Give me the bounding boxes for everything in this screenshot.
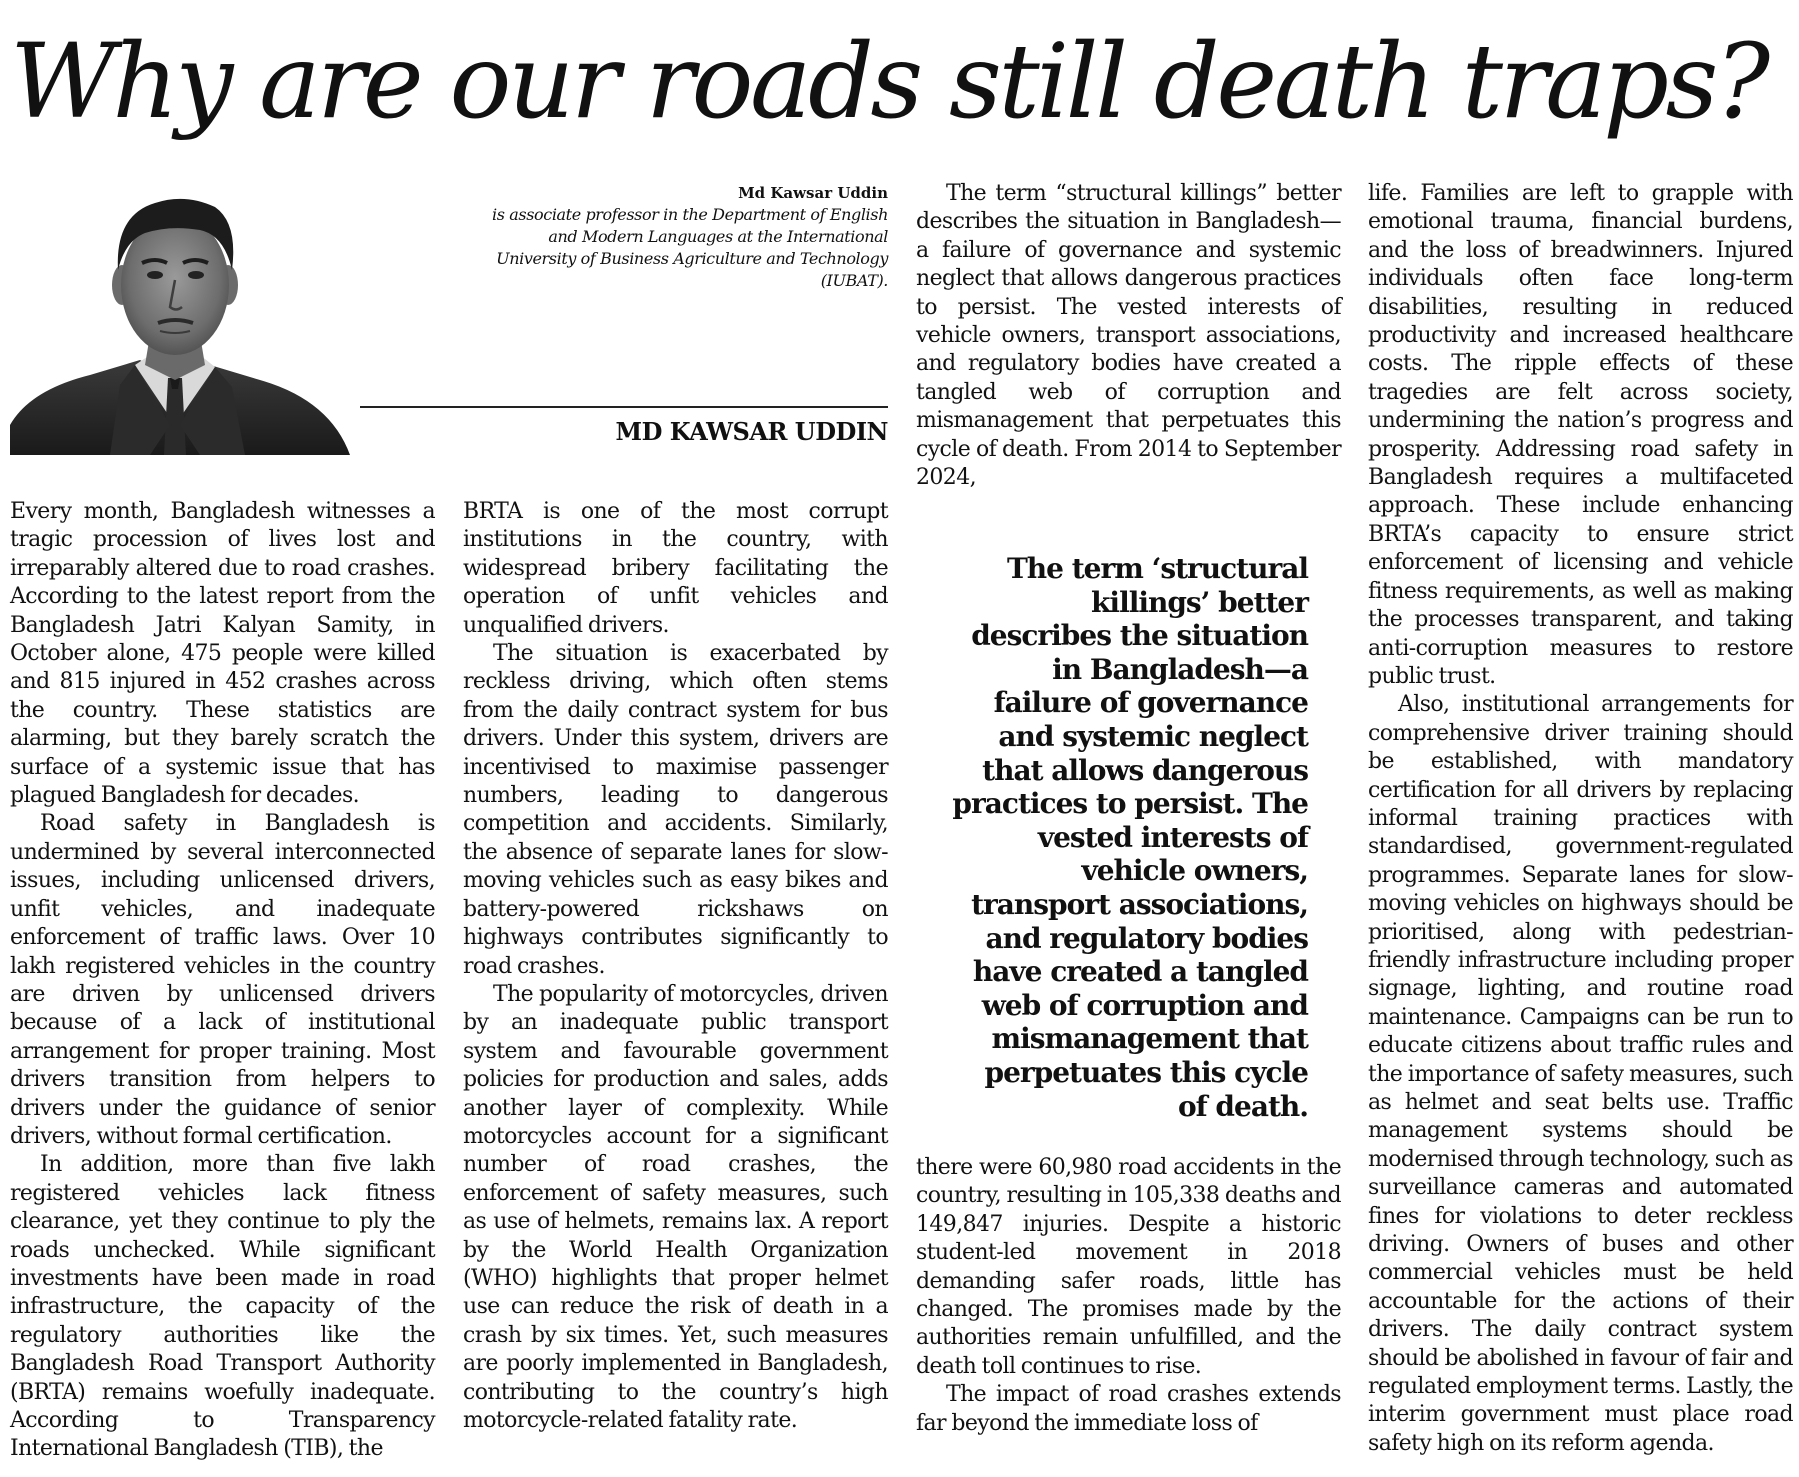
paragraph: The situation is exacerbated by reckless driving, which often stems from the daily contract system for bus drivers. Under this system, drivers are incentivised to maximise passenger numbers, leading to dangerous competition and accidents. Similarly, the absence of separate lanes for slow-moving vehicles such as easy bikes and battery-powered rickshaws on highways contributes significantly to road crashes. <box>463 641 888 979</box>
author-divider <box>360 406 888 408</box>
paragraph: there were 60,980 road accidents in the country, resulting in 105,338 deaths and 149,847 injuries. Despite a historic student-led movement in 2018 demanding safer roads, little has changed. The promises made by the authorities remain unfulfilled, and the death toll continues to rise. <box>916 1155 1341 1379</box>
paragraph: life. Families are left to grapple with emotional trauma, financial burdens, and the loss of breadwinners. Injured individuals often face long-term disabilities, resulting in reduced productivity and increased healthcare costs. The ripple effects of these tragedies are felt across society, undermining the nation’s progress and prosperity. Addressing road safety in Bangladesh requires a multifaceted approach. These include enhancing BRTA’s capacity to ensure strict enforcement of licensing and vehicle fitness requirements, as well as making the processes transparent, and taking anti-corruption measures to restore public trust. <box>1368 181 1793 689</box>
pull-quote: The term ‘structural killings’ better describes the situation in Bangladesh—a failure of governance and systemic neglect that allows dangerous practices to persist. The vested interests of vehicle owners, transport associations, and regulatory bodies have created a tangled web of corruption and mismanagement that perpetuates this cycle of death. <box>952 552 1308 1123</box>
author-photo <box>10 175 360 455</box>
article-column-3-bottom <box>916 1154 1341 1438</box>
paragraph: Road safety in Bangladesh is undermined by several interconnected issues, including unlicensed drivers, unfit vehicles, and inadequate enforcement of traffic laws. Over 10 lakh registered vehicles in the country are driven by unlicensed drivers because of a lack of institutional arrangement for proper training. Most drivers transition from helpers to drivers under the guidance of senior drivers, without formal certification. <box>10 811 435 1149</box>
byline-description: is associate professor in the Department of English and Modern Languages at the International University of Business Agriculture and Technology (IUBAT). <box>492 205 888 290</box>
author-portrait-icon <box>10 175 360 455</box>
paragraph: The term “structural killings” better describes the situation in Bangladesh—a failure of governance and systemic neglect that allows dangerous practices to persist. The vested interests of vehicle owners, transport associations, and regulatory bodies have created a tangled web of corruption and mismanagement that perpetuates this cycle of death. From 2014 to September 2024, <box>916 181 1341 491</box>
paragraph: Every month, Bangladesh witnesses a tragic procession of lives lost and irreparably altered due to road crashes. According to the latest report from the Bangladesh Jatri Kalyan Samity, in October alone, 475 people were killed and 815 injured in 452 crashes across the country. These statistics are alarming, but they barely scratch the surface of a systemic issue that has plagued Bangladesh for decades. <box>10 499 435 809</box>
paragraph: The popularity of motorcycles, driven by an inadequate public transport system and favourable government policies for production and sales, adds another layer of complexity. While motorcycles account for a significant number of road crashes, the enforcement of safety measures, such as use of helmets, remains lax. A report by the World Health Organization (WHO) highlights that proper helmet use can reduce the risk of death in a crash by six times. Yet, such measures are poorly implemented in Bangladesh, contributing to the country’s high motorcycle-related fatality rate. <box>463 981 888 1433</box>
paragraph: The impact of road crashes extends far beyond the immediate loss of <box>916 1382 1341 1436</box>
paragraph: In addition, more than five lakh registered vehicles lack fitness clearance, yet they continue to ply the roads unchecked. While significant investments have been made in road infrastructure, the capacity of the regulatory authorities like the Bangladesh Road Transport Authority (BRTA) remains woefully inadequate. According to Transparency International Bangladesh (TIB), the <box>10 1152 435 1462</box>
article-column-3-top <box>916 180 1341 492</box>
author-name: MD KAWSAR UDDIN <box>615 417 888 446</box>
author-byline <box>470 182 888 292</box>
headline: Why are our roads still death traps? <box>10 22 1767 142</box>
article-column-2 <box>463 498 888 1435</box>
paragraph: BRTA is one of the most corrupt institutions in the country, with widespread bribery facilitating the operation of unfit vehicles and unqualified drivers. <box>463 499 888 638</box>
article-column-1 <box>10 498 435 1464</box>
paragraph: Also, institutional arrangements for comprehensive driver training should be established, with mandatory certification for all drivers by replacing informal training practices with standardised, government-regulated programmes. Separate lanes for slow-moving vehicles on highways should be prioritised, along with pedestrian-friendly infrastructure including proper signage, lighting, and routine road maintenance. Campaigns can be run to educate citizens about traffic rules and the importance of safety measures, such as helmet and seat belts use. Traffic management systems should be modernised through technology, such as surveillance cameras and automated fines for violations to deter reckless driving. Owners of buses and other commercial vehicles must be held accountable for the actions of their drivers. The daily contract system should be abolished in favour of fair and regulated employment terms. Lastly, the interim government must place road safety high on its reform agenda. <box>1368 692 1793 1456</box>
article-column-4 <box>1368 180 1793 1458</box>
byline-name: Md Kawsar Uddin <box>738 184 888 202</box>
